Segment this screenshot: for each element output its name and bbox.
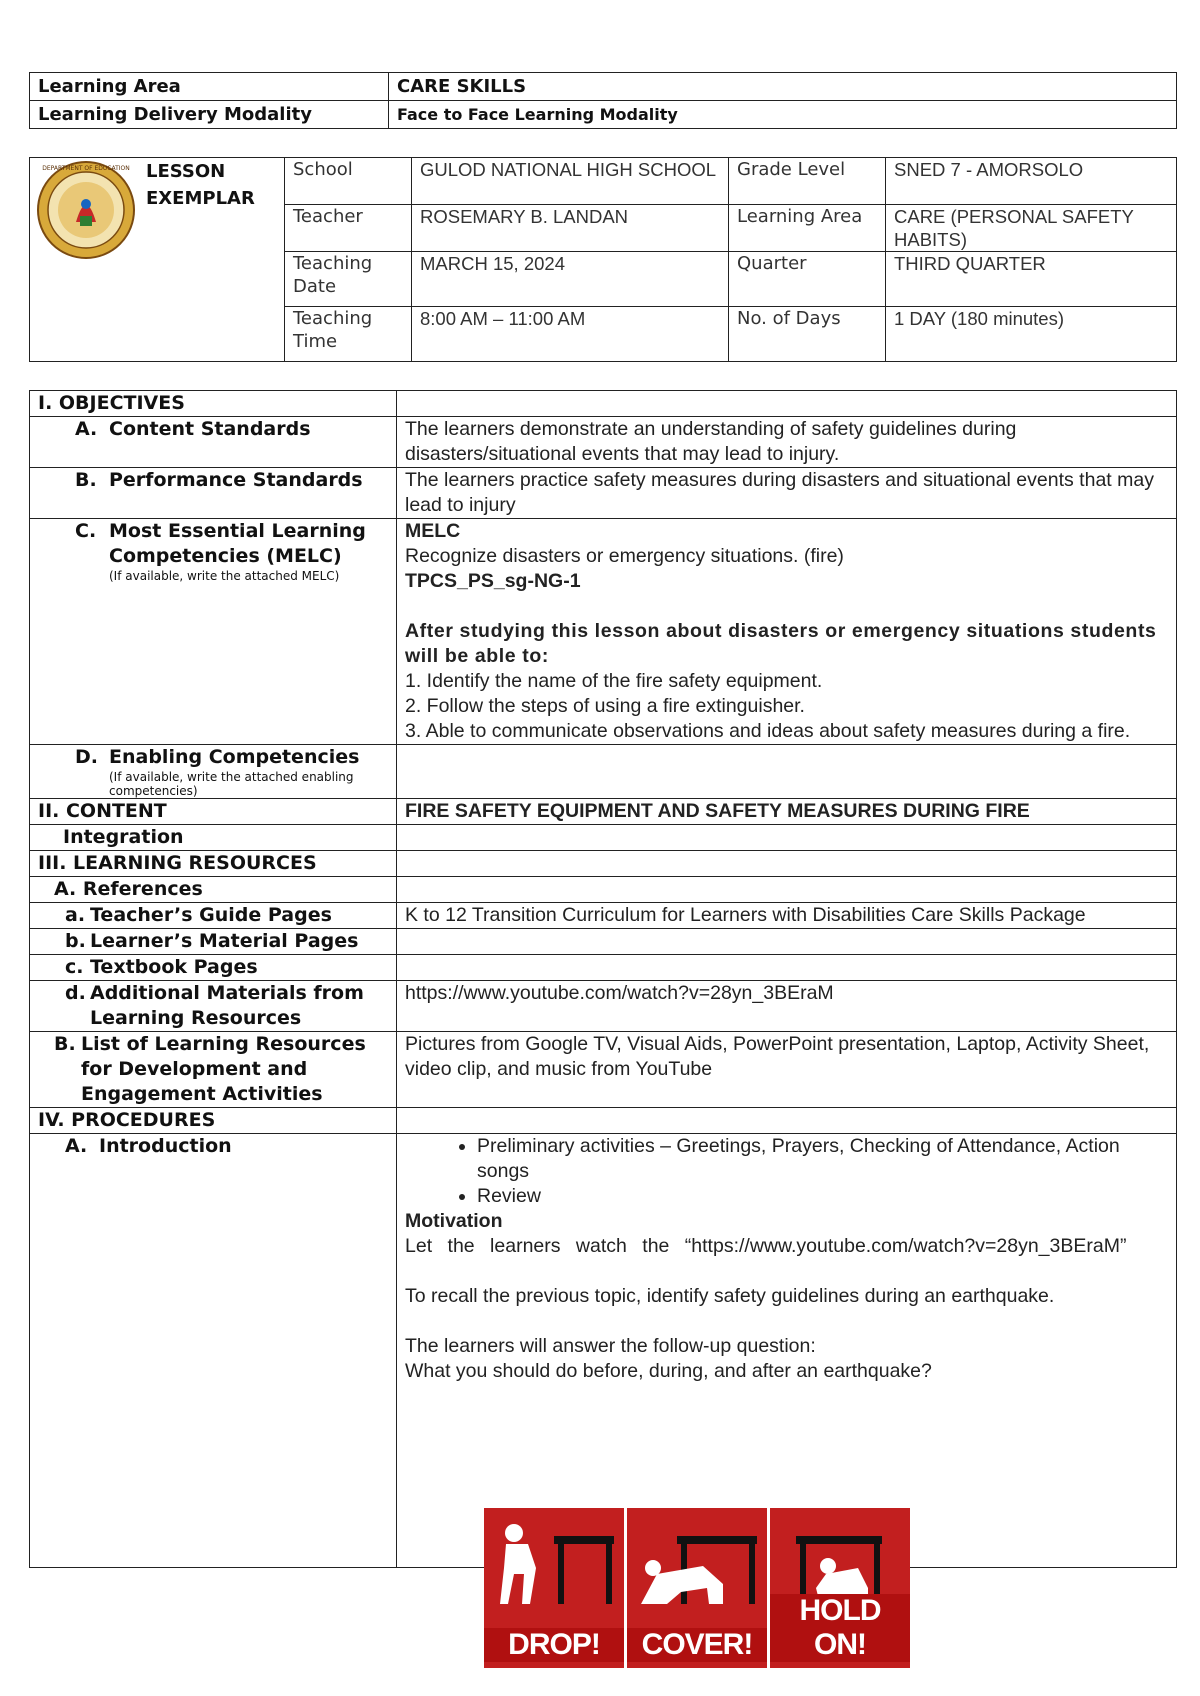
learning-resources-heading: III. LEARNING RESOURCES xyxy=(30,851,397,877)
additional-materials-label: d. Additional Materials from Learning Resources xyxy=(30,981,397,1032)
lesson-exemplar-cell xyxy=(30,158,285,362)
followup-text: The learners will answer the follow-up question: xyxy=(405,1335,816,1357)
grade-level-label: Grade Level xyxy=(729,158,886,205)
grade-level-value: SNED 7 - AMORSOLO xyxy=(886,158,1177,205)
additional-materials-link[interactable]: https://www.youtube.com/watch?v=28yn_3BEraM xyxy=(397,981,1177,1032)
teaching-time-label: Teaching Time xyxy=(285,307,412,362)
melc-label: C. Most Essential Learning Competencies (MELC) (If available, write the attached MELC) xyxy=(30,519,397,745)
melc-note: (If available, write the attached MELC) xyxy=(109,569,340,583)
modality-value: Face to Face Learning Modality xyxy=(389,101,1177,129)
deped-seal-icon xyxy=(36,160,136,260)
recall-text: To recall the previous topic, identify safety guidelines during an earthquake. xyxy=(405,1285,1055,1307)
header-table xyxy=(29,72,1177,129)
introduction-content xyxy=(397,1134,1177,1568)
hold-on-panel xyxy=(770,1508,910,1668)
motivation-heading: Motivation xyxy=(405,1210,503,1232)
drop-panel xyxy=(484,1508,624,1668)
cover-caption: COVER! xyxy=(627,1628,767,1662)
quarter-label: Quarter xyxy=(729,252,886,307)
lesson-plan-table xyxy=(29,390,1177,1568)
learning-area-info-label: Learning Area xyxy=(729,205,886,252)
melc-content: MELC Recognize disasters or emergency situations. (fire) TPCS_PS_sg-NG-1 After studying this lesson about disasters or emergency situations students will be able to: 1. Identify the name of the fire safety equipment. 2. Follow the steps of using a fire extinguisher. 3. Able to communicate observations and ideas about safety measures during a fire. xyxy=(397,519,1177,745)
content-standards-label: A. Content Standards xyxy=(30,417,397,468)
learning-area-label: Learning Area xyxy=(30,73,389,101)
preliminary-list xyxy=(405,1134,1168,1209)
textbook-pages-label: c. Textbook Pages xyxy=(30,955,397,981)
list-item: • Review xyxy=(477,1184,1168,1209)
learners-material-label: b. Learner’s Material Pages xyxy=(30,929,397,955)
teacher-value: ROSEMARY B. LANDAN xyxy=(412,205,729,252)
no-of-days-value: 1 DAY (180 minutes) xyxy=(886,307,1177,362)
references-label: A. References xyxy=(30,877,397,903)
introduction-label: A. Introduction xyxy=(30,1134,397,1568)
hold-on-caption: HOLD ON! xyxy=(770,1594,910,1662)
drop-figure-icon xyxy=(484,1508,624,1618)
seal-text: DEPARTMENT OF EDUCATION xyxy=(42,165,130,172)
integration-label: Integration xyxy=(30,825,397,851)
enabling-competencies-label: D. Enabling Competencies (If available, write the attached enabling competencies) xyxy=(30,745,397,799)
quarter-value: THIRD QUARTER xyxy=(886,252,1177,307)
lesson-info-table xyxy=(29,157,1177,362)
teaching-time-value: 8:00 AM – 11:00 AM xyxy=(412,307,729,362)
drop-cover-hold-on-image xyxy=(484,1508,910,1668)
content-heading: II. CONTENT xyxy=(30,799,397,825)
learning-area-info-value: CARE (PERSONAL SAFETY HABITS) xyxy=(886,205,1177,252)
content-standards-text: The learners demonstrate an understanding of safety guidelines during disasters/situational events that may lead to injury. xyxy=(397,417,1177,468)
performance-standards-text: The learners practice safety measures during disasters and situational events that may lead to injury xyxy=(397,468,1177,519)
school-value: GULOD NATIONAL HIGH SCHOOL xyxy=(412,158,729,205)
list-of-resources-label: B. List of Learning Resources for Development and Engagement Activities xyxy=(30,1032,397,1108)
teaching-date-value: MARCH 15, 2024 xyxy=(412,252,729,307)
content-title: FIRE SAFETY EQUIPMENT AND SAFETY MEASURES DURING FIRE xyxy=(397,799,1177,825)
no-of-days-label: No. of Days xyxy=(729,307,886,362)
teachers-guide-text: K to 12 Transition Curriculum for Learners with Disabilities Care Skills Package xyxy=(397,903,1177,929)
question-text: What you should do before, during, and after an earthquake? xyxy=(405,1360,932,1382)
list-of-resources-text: Pictures from Google TV, Visual Aids, PowerPoint presentation, Laptop, Activity Sheet, video clip, and music from YouTube xyxy=(397,1032,1177,1108)
teacher-label: Teacher xyxy=(285,205,412,252)
teachers-guide-label: a. Teacher’s Guide Pages xyxy=(30,903,397,929)
performance-standards-label: B. Performance Standards xyxy=(30,468,397,519)
drop-caption: DROP! xyxy=(484,1628,624,1662)
school-label: School xyxy=(285,158,412,205)
learning-area-value: CARE SKILLS xyxy=(389,73,1177,101)
objectives-heading: I. OBJECTIVES xyxy=(30,391,397,417)
teaching-date-label: Teaching Date xyxy=(285,252,412,307)
procedures-heading: IV. PROCEDURES xyxy=(30,1108,397,1134)
modality-label: Learning Delivery Modality xyxy=(30,101,389,129)
cover-figure-icon xyxy=(627,1508,767,1618)
motivation-text: Let the learners watch the “https://www.youtube.com/watch?v=28yn_3BEraM” xyxy=(405,1235,1127,1257)
enabling-note: (If available, write the attached enabling competencies) xyxy=(109,770,354,798)
cover-panel xyxy=(627,1508,767,1668)
lesson-exemplar-title: LESSON EXEMPLAR xyxy=(146,161,255,209)
list-item: • Preliminary activities – Greetings, Prayers, Checking of Attendance, Action songs xyxy=(477,1134,1168,1184)
